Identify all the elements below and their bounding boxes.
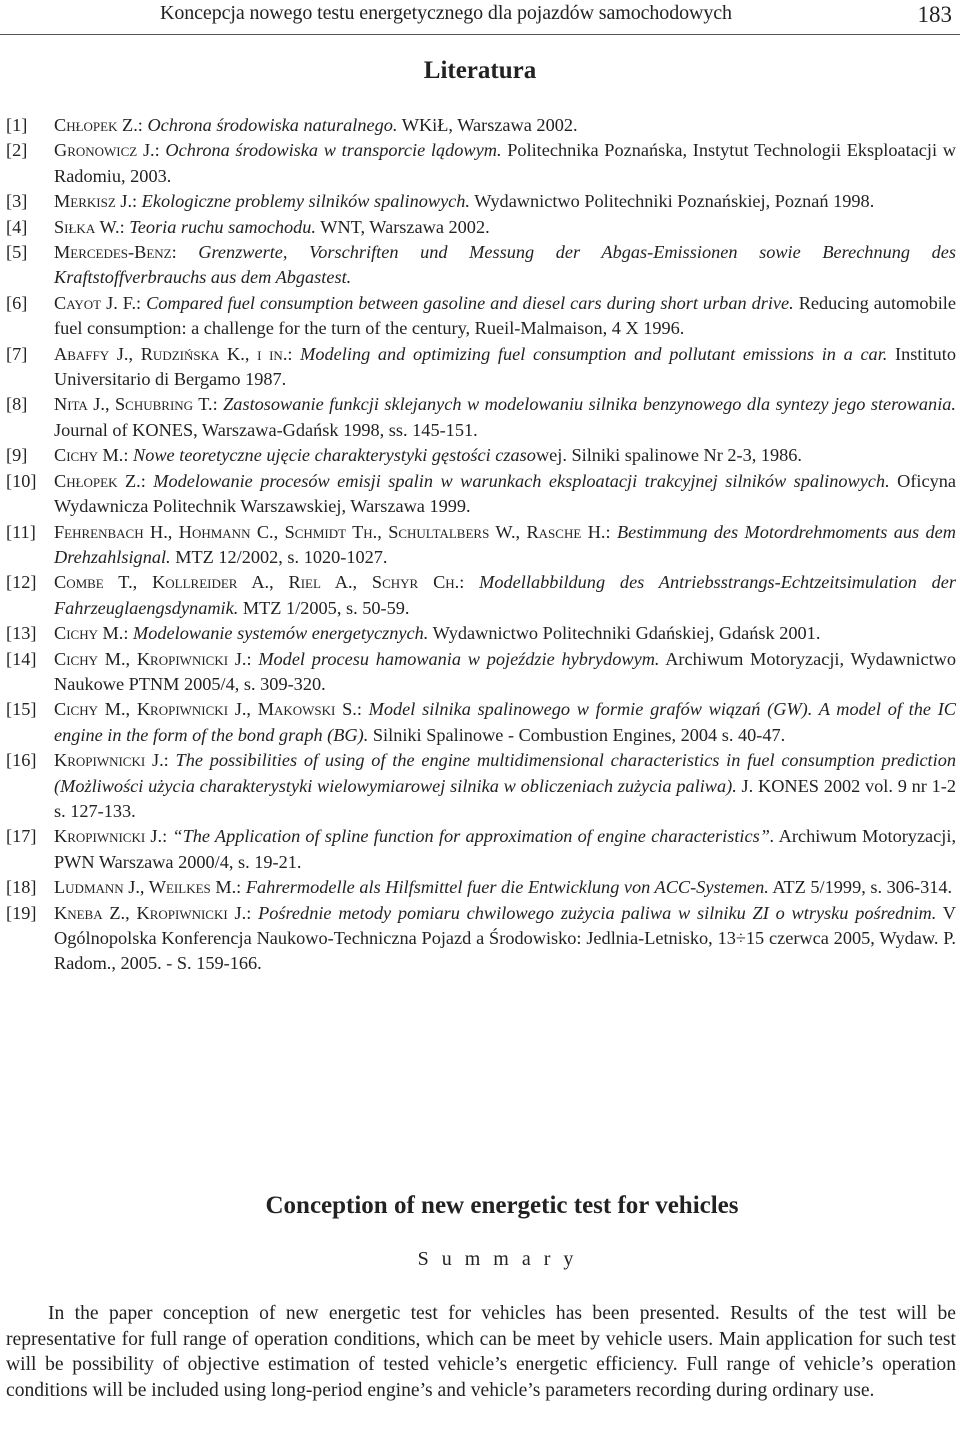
reference-publication: Silniki Spalinowe - Combustion Engines, 2004 s. 40-47.: [368, 724, 786, 745]
reference-item: [1] Chłopek Z.: Ochrona środowiska naturalnego. WKiŁ, Warszawa 2002.: [6, 113, 956, 138]
reference-number: [12]: [6, 572, 37, 593]
reference-item: [15] Cichy M., Kropiwnicki J., Makowski S.: Model silnika spalinowego w formie grafów wiązań (GW). A model of the IC engine in the form of the bond graph (BG). Silniki Spalinowe - Combustion Engines, 2004 s. 40-47.: [6, 699, 957, 745]
reference-item: [4] Siłka W.: Teoria ruchu samochodu. WNT, Warszawa 2002.: [6, 215, 956, 240]
reference-publication: ATZ 5/1999, s. 306-314.: [768, 877, 953, 898]
reference-title: Modellabbildung des Antriebsstrangs-Echtzeitsimulation der Fahrzeuglaengsdynamik.: [54, 572, 956, 618]
reference-authors: Abaffy J., Rudzińska K., i in.: [54, 343, 288, 364]
reference-title: Teoria ruchu samochodu.: [129, 216, 316, 237]
reference-item: [16] Kropiwnicki J.: The possibilities of using of the engine multidimensional characteristics in fuel consumption prediction (Możliwości użycia charakterystyki wielowymiarowej silnika w obliczeniach zużycia paliwa). J. KONES 2002 vol. 9 nr 1-2 s. 127-133.: [6, 750, 957, 821]
reference-title: Ochrona środowiska w transporcie lądowym.: [165, 140, 502, 161]
reference-title: Nowe teoretyczne ujęcie charakterystyki gęstości czaso: [133, 445, 536, 466]
reference-title: “The Application of spline function for approximation of engine characteristics”.: [172, 826, 775, 847]
reference-item: [9] Cichy M.: Nowe teoretyczne ujęcie charakterystyki gęstości czasowej. Silniki spalinowe Nr 2-3, 1986.: [6, 443, 956, 468]
reference-authors: Cichy M., Kropiwnicki J., Makowski S.: [54, 699, 357, 720]
reference-authors: Cichy M.: [54, 445, 124, 466]
reference-authors: Merkisz J.: [54, 191, 133, 212]
reference-authors: Cichy M.: [54, 623, 124, 644]
reference-title: Model procesu hamowania w pojeździe hybrydowym.: [258, 648, 660, 669]
reference-authors: Siłka W.: [54, 216, 120, 237]
reference-item: [13] Cichy M.: Modelowanie systemów energetycznych. Wydawnictwo Politechniki Gdańskiej, Gdańsk 2001.: [6, 621, 956, 646]
reference-title: Model silnika spalinowego w formie grafów wiązań (GW). A model of the IC engine in the form of the bond graph (BG).: [54, 699, 957, 745]
reference-number: [4]: [6, 216, 28, 237]
reference-publication: Journal of KONES, Warszawa-Gdańsk 1998, ss. 145-151.: [54, 419, 478, 440]
reference-item: [12] Combe T., Kollreider A., Riel A., Schyr Ch.: Modellabbildung des Antriebsstrangs-Echtzeitsimulation der Fahrzeuglaengsdynamik. MTZ 1/2005, s. 50-59.: [6, 572, 956, 618]
reference-item: [3] Merkisz J.: Ekologiczne problemy silników spalinowych. Wydawnictwo Politechniki Poznańskiej, Poznań 1998.: [6, 189, 956, 214]
reference-number: [11]: [6, 521, 36, 542]
reference-publication: V Ogólnopolska Konferencja Naukowo-Techniczna Pojazd a Środowisko: Jedlnia-Letnisko, 13÷15 czerwca 2005, Wydaw. P. Radom., 2005. - S. 159-166.: [54, 902, 956, 974]
reference-title: Modelowanie procesów emisji spalin w warunkach eksploatacji trakcyjnej silników spalinowych.: [153, 470, 890, 491]
reference-authors: Ludmann J., Weilkes M.: [54, 877, 237, 898]
reference-item: [5] Mercedes-Benz: Grenzwerte, Vorschriften und Messung der Abgas-Emissionen sowie Berechnung des Kraftstoffverbrauchs aus dem Abgastest.: [6, 242, 956, 288]
reference-title: Grenzwerte, Vorschriften und Messung der Abgas-Emissionen sowie Berechnung des Kraftstoffverbrauchs aus dem Abgastest.: [54, 242, 956, 288]
reference-publication: Wydawnictwo Politechniki Poznańskiej, Poznań 1998.: [470, 191, 875, 212]
reference-number: [9]: [6, 445, 28, 466]
reference-authors: Fehrenbach H., Hohmann C., Schmidt Th., Schultalbers W., Rasche H.: [54, 521, 606, 542]
reference-number: [13]: [6, 623, 37, 644]
reference-number: [6]: [6, 292, 28, 313]
reference-publication: Politechnika Poznańska, Instytut Technologii Eksploatacji w Radomiu, 2003.: [54, 140, 956, 186]
reference-number: [16]: [6, 750, 37, 771]
running-title: Koncepcja nowego testu energetycznego dla pojazdów samochodowych: [160, 2, 732, 24]
reference-title: Bestimmung des Motordrehmoments aus dem Drehzahlsignal.: [54, 521, 956, 567]
reference-authors: Chłopek Z.: [54, 115, 138, 135]
reference-authors: Kropiwnicki J.: [54, 826, 163, 847]
english-title: Conception of new energetic test for vehicles: [265, 1192, 739, 1219]
reference-title: Modelowanie systemów energetycznych.: [133, 623, 429, 644]
reference-title: Zastosowanie funkcji sklejanych w modelowaniu silnika benzynowego dla syntezy jego sterowania.: [223, 394, 956, 415]
reference-number: [10]: [6, 470, 37, 491]
reference-authors: Mercedes-Benz: [54, 242, 172, 263]
reference-publication: MTZ 1/2005, s. 50-59.: [238, 597, 410, 618]
summary-text: In the paper conception of new energetic test for vehicles has been presented. Results of the test will be representative for full range of operation conditions, which can be meet by vehicle users. Main application for such test will be possibility of objective estimation of tested vehicle’s energetic efficiency. Full range of vehicle’s operation conditions will be included using long-period engine’s and vehicle’s parameters recording during ordinary use.: [6, 1303, 956, 1401]
reference-number: [5]: [6, 242, 28, 263]
reference-number: [19]: [6, 902, 37, 923]
reference-publication: Wydawnictwo Politechniki Gdańskiej, Gdańsk 2001.: [428, 623, 821, 644]
reference-authors: Kropiwnicki J.: [54, 750, 164, 771]
reference-publication: Instituto Universitario di Bergamo 1987.: [54, 343, 956, 390]
reference-item: [11] Fehrenbach H., Hohmann C., Schmidt Th., Schultalbers W., Rasche H.: Bestimmung des Motordrehmoments aus dem Drehzahlsignal. MTZ 12/2002, s. 1020-1027.: [6, 521, 956, 567]
reference-authors: Chłopek Z.: [54, 470, 141, 491]
reference-number: [14]: [6, 648, 37, 669]
reference-number: [18]: [6, 877, 37, 898]
reference-item: [8] Nita J., Schubring T.: Zastosowanie funkcji sklejanych w modelowaniu silnika benzynowego dla syntezy jego sterowania. Journal of KONES, Warszawa-Gdańsk 1998, ss. 145-151.: [6, 394, 956, 440]
reference-authors: Cayot J. F.: [54, 292, 137, 313]
reference-publication: Archiwum Motoryzacji, PWN Warszawa 2000/4, s. 19-21.: [54, 826, 957, 872]
reference-publication: Oficyna Wydawnicza Politechnik Warszawskiej, Warszawa 1999.: [54, 470, 957, 517]
running-header: [0, 0, 960, 35]
reference-authors: Combe T., Kollreider A., Riel A., Schyr Ch.: [54, 572, 460, 593]
reference-publication: WNT, Warszawa 2002.: [315, 216, 490, 237]
reference-item: [19] Kneba Z., Kropiwnicki J.: Pośrednie metody pomiaru chwilowego zużycia paliwa w silniku ZI o wtrysku pośrednim. V Ogólnopolska Konferencja Naukowo-Techniczna Pojazd a Środowisko: Jedlnia-Letnisko, 13÷15 czerwca 2005, Wydaw. P. Radom., 2005. - S. 159-166.: [6, 902, 956, 974]
reference-item: [17] Kropiwnicki J.: “The Application of spline function for approximation of engine characteristics”. Archiwum Motoryzacji, PWN Warszawa 2000/4, s. 19-21.: [6, 826, 957, 872]
reference-item: [2] Gronowicz J.: Ochrona środowiska w transporcie lądowym. Politechnika Poznańska, Instytut Technologii Eksploatacji w Radomiu, 2003.: [6, 140, 956, 186]
reference-title: Compared fuel consumption between gasoline and diesel cars during short urban drive.: [146, 292, 794, 313]
reference-authors: Nita J., Schubring T.: [54, 394, 213, 415]
reference-authors: Cichy M., Kropiwnicki J.: [54, 648, 247, 669]
reference-publication: WKiŁ, Warszawa 2002.: [397, 115, 578, 135]
reference-title: Ekologiczne problemy silników spalinowych.: [141, 191, 471, 212]
reference-title: Pośrednie metody pomiaru chwilowego zużycia paliwa w silniku ZI o wtrysku pośrednim.: [258, 902, 937, 923]
reference-item: [14] Cichy M., Kropiwnicki J.: Model procesu hamowania w pojeździe hybrydowym. Archiwum Motoryzacji, Wydawnictwo Naukowe PTNM 2005/4, s. 309-320.: [6, 648, 956, 694]
reference-authors: Kneba Z., Kropiwnicki J.: [54, 902, 247, 923]
reference-number: [1]: [6, 115, 28, 135]
reference-publication: Archiwum Motoryzacji, Wydawnictwo Naukowe PTNM 2005/4, s. 309-320.: [54, 648, 956, 694]
section-title: Literatura: [423, 57, 537, 84]
reference-title: Modeling and optimizing fuel consumption and pollutant emissions in a car.: [300, 343, 888, 364]
reference-item: [6] Cayot J. F.: Compared fuel consumption between gasoline and diesel cars during short urban drive. Reducing automobile fuel consumption: a challenge for the turn of the century, Rueil-Malmaison, 4 X 1996.: [6, 292, 956, 339]
reference-title: Ochrona środowiska naturalnego.: [147, 115, 398, 135]
reference-publication: Reducing automobile fuel consumption: a challenge for the turn of the century, Rueil-Malmaison, 4 X 1996.: [54, 292, 956, 339]
reference-publication: J. KONES 2002 vol. 9 nr 1-2 s. 127-133.: [54, 775, 956, 821]
reference-item: [7] Abaffy J., Rudzińska K., i in.: Modeling and optimizing fuel consumption and pollutant emissions in a car. Instituto Universitario di Bergamo 1987.: [6, 343, 956, 390]
reference-number: [15]: [6, 699, 37, 720]
reference-authors: Gronowicz J.: [54, 140, 155, 161]
reference-title: The possibilities of using of the engine multidimensional characteristics in fuel consumption prediction (Możliwości użycia charakterystyki wielowymiarowej silnika w obliczeniach zużycia paliwa).: [54, 750, 957, 796]
reference-number: [17]: [6, 826, 37, 847]
reference-title: Fahrermodelle als Hilfsmittel fuer die Entwicklung von ACC-Systemen.: [245, 877, 769, 898]
reference-number: [3]: [6, 191, 28, 212]
page-number: 183: [917, 2, 952, 27]
summary-heading: Summary: [417, 1248, 587, 1270]
reference-publication: MTZ 12/2002, s. 1020-1027.: [170, 546, 388, 567]
reference-number: [8]: [6, 394, 28, 415]
reference-list: [6, 113, 956, 977]
reference-item: [10] Chłopek Z.: Modelowanie procesów emisji spalin w warunkach eksploatacji trakcyjnej silników spalinowych. Oficyna Wydawnicza Politechnik Warszawskiej, Warszawa 1999.: [6, 470, 957, 517]
reference-number: [2]: [6, 140, 28, 161]
reference-number: [7]: [6, 343, 28, 364]
reference-item: [18] Ludmann J., Weilkes M.: Fahrermodelle als Hilfsmittel fuer die Entwicklung von ACC-Systemen. ATZ 5/1999, s. 306-314.: [6, 875, 956, 900]
reference-publication: wej. Silniki spalinowe Nr 2-3, 1986.: [535, 445, 803, 466]
